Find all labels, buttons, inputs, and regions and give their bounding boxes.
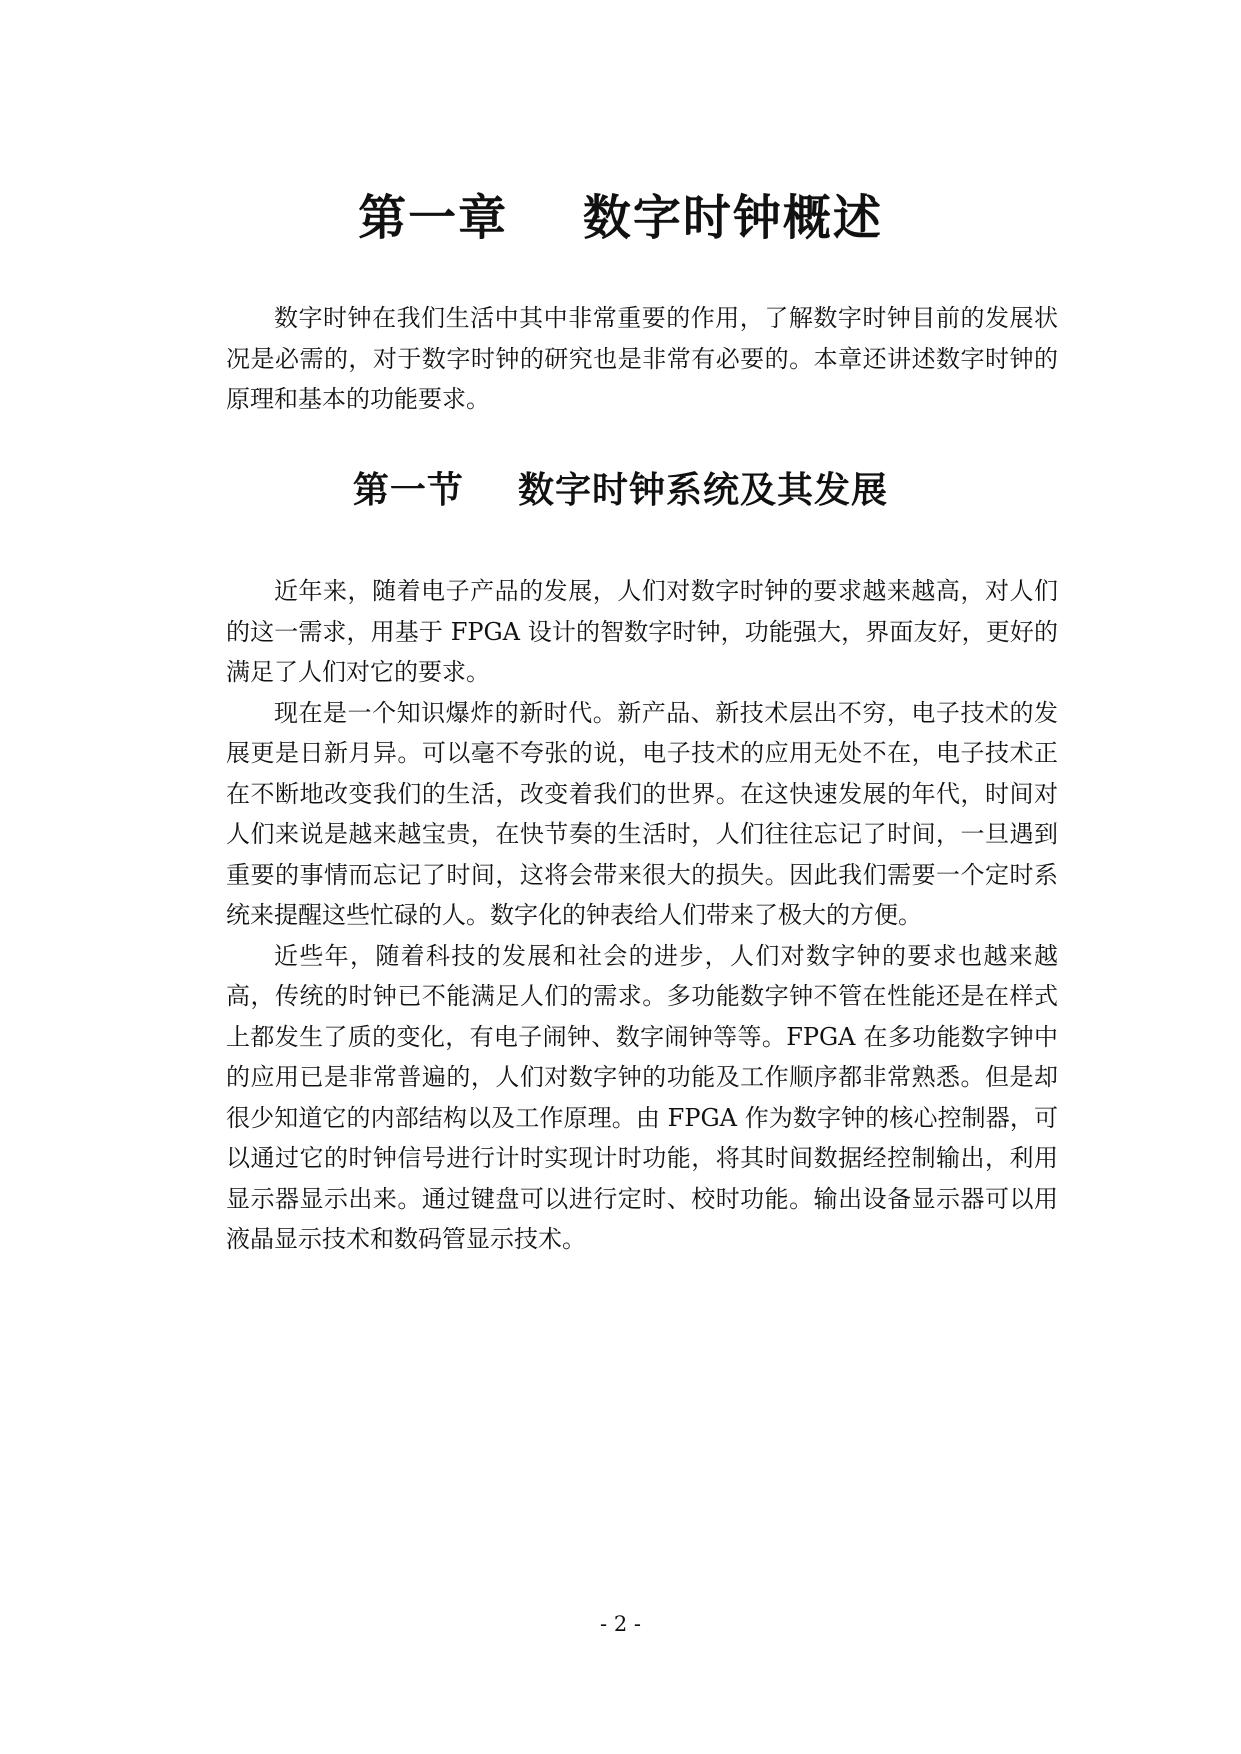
intro-paragraph: 数字时钟在我们生活中其中非常重要的作用，了解数字时钟目前的发展状况是必需的，对于数字时钟的研究也是非常有必要的。本章还讲述数字时钟的原理和基本的功能要求。 [226,304,1058,413]
section-title: 第一节 数字时钟系统及其发展 [352,469,889,511]
chapter-intro [226,298,1058,420]
body-paragraph-2: 现在是一个知识爆炸的新时代。新产品、新技术层出不穷，电子技术的发展更是日新月异。可以毫不夸张的说，电子技术的应用无处不在，电子技术正在不断地改变我们的生活，改变着我们的世界。在这快速发展的年代，时间对人们来说是越来越宝贵，在快节奏的生活时，人们往往忘记了时间，一旦遇到重要的事情而忘记了时间，这将会带来很大的损失。因此我们需要一个定时系统来提醒这些忙碌的人。数字化的钟表给人们带来了极大的方便。 [226,698,1058,929]
chapter-title: 第一章 数字时钟概述 [358,190,883,246]
section-body [226,571,1058,1260]
page-number: - 2 - [600,1612,641,1636]
body-paragraph-1: 近年来，随着电子产品的发展，人们对数字时钟的要求越来越高，对人们的这一需求，用基于 FPGA 设计的智数字时钟，功能强大，界面友好，更好的满足了人们对它的要求。 [226,577,1058,686]
body-paragraph-3: 近些年，随着科技的发展和社会的进步，人们对数字钟的要求也越来越高，传统的时钟已不能满足人们的需求。多功能数字钟不管在性能还是在样式上都发生了质的变化，有电子闹钟、数字闹钟等等。FPGA 在多功能数字钟中的应用已是非常普遍的，人们对数字钟的功能及工作顺序都非常熟悉。但是却很少知道它的内部结构以及工作原理。由 FPGA 作为数字钟的核心控制器，可以通过它的时钟信号进行计时实现计时功能，将其时间数据经控制输出，利用显示器显示出来。通过键盘可以进行定时、校时功能。输出设备显示器可以用液晶显示技术和数码管显示技术。 [226,941,1058,1253]
